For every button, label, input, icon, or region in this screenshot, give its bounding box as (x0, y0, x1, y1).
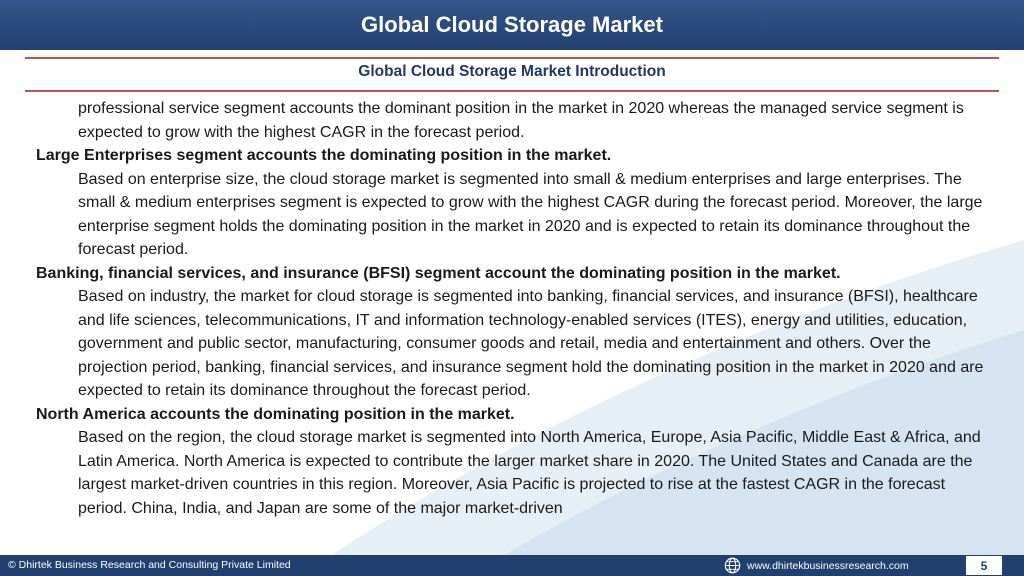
subtitle-top-rule (25, 57, 999, 59)
copyright-text: © Dhirtek Business Research and Consulting Private Limited (8, 559, 291, 571)
footer-bar (0, 555, 1024, 576)
body-paragraph: Based on industry, the market for cloud storage is segmented into banking, financial services, and insurance (BFSI), healthcare and life sciences, telecommunications, IT and information technology-enabled services (ITES), energy and utilities, education, government and public sector, manufacturing, consumer goods and retail, media and entertainment and others. Over the projection period, banking, financial services, and insurance segment hold the dominating position in the market in 2020 and are expected to retain its dominance throughout the forecast period. (78, 288, 984, 399)
section-subtitle: Global Cloud Storage Market Introduction (358, 63, 666, 80)
body-paragraph: Based on enterprise size, the cloud storage market is segmented into small & medium enterprises and large enterprises. The small & medium enterprises segment is expected to grow with the highest CAGR during the forecast period. Moreover, the large enterprise segment holds the dominating position in the market in 2020 and is expected to retain its dominance throughout the forecast period. (78, 170, 983, 258)
section-heading: Large Enterprises segment accounts the dominating position in the market. (36, 147, 612, 164)
website-link[interactable]: www.dhirtekbusinessresearch.com (747, 559, 909, 572)
title-bar (0, 0, 1024, 50)
globe-icon (724, 557, 741, 574)
section-heading: Banking, financial services, and insurance (BFSI) segment account the dominating position in the market. (36, 264, 841, 282)
body-content (36, 97, 996, 520)
page-title: Global Cloud Storage Market (361, 12, 663, 37)
body-paragraph: professional service segment accounts the dominant position in the market in 2020 whereas the managed service segment is expected to grow with the highest CAGR in the forecast period. (78, 100, 964, 141)
body-paragraph: Based on the region, the cloud storage market is segmented into North America, Europe, Asia Pacific, Middle East & Africa, and Latin America. North America is expected to contribute the larger market share in 2020. The United States and Canada are the largest market-driven countries in this region. Moreover, Asia Pacific is projected to rise at the fastest CAGR in the forecast period. China, India, and Japan are some of the major market-driven (78, 429, 981, 517)
subtitle-bottom-rule (25, 90, 999, 92)
website-link-group[interactable] (724, 557, 909, 574)
section-heading: North America accounts the dominating position in the market. (36, 405, 515, 423)
page-number: 5 (966, 556, 1002, 575)
